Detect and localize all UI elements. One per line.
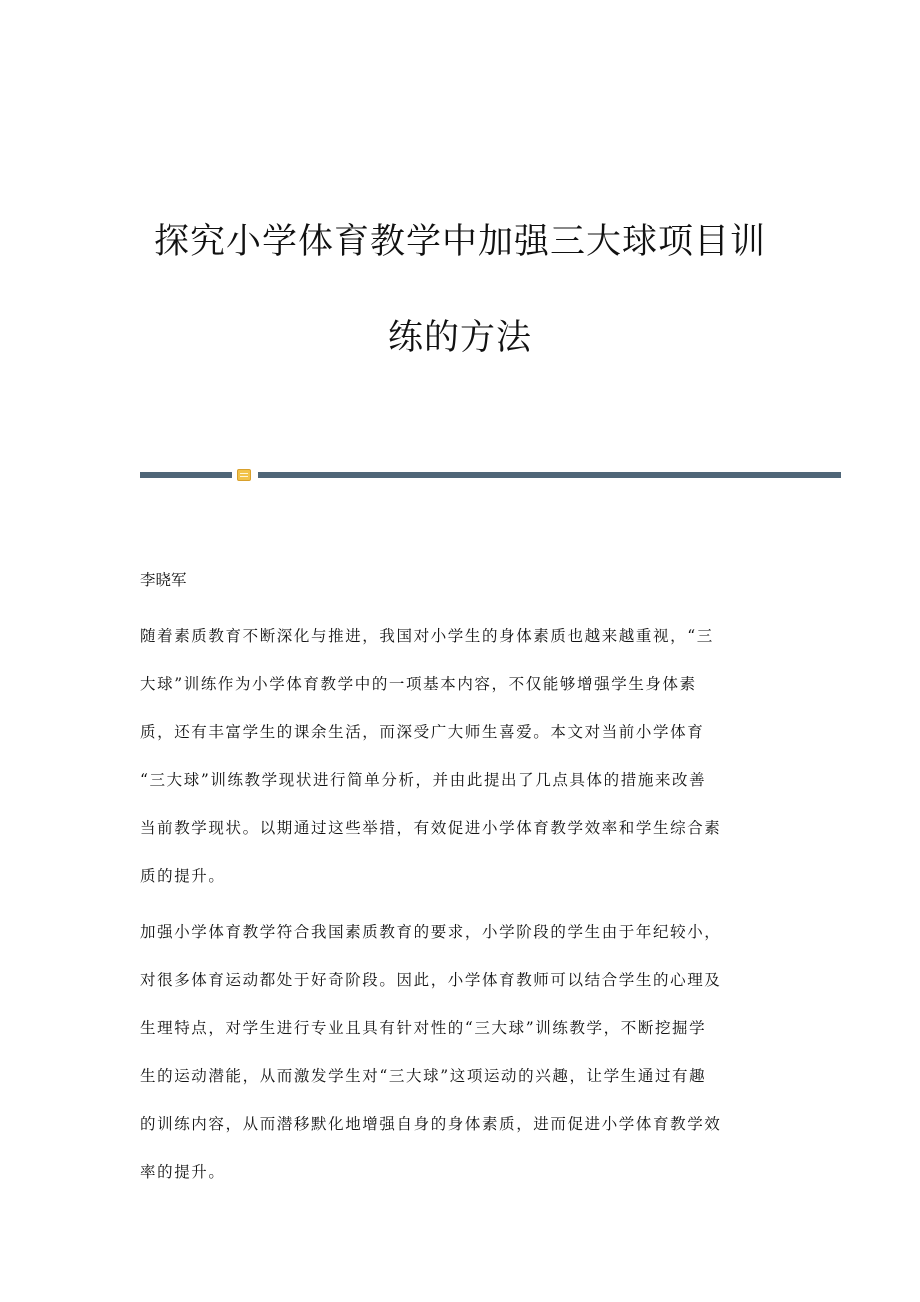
paragraph-line: 生的运动潜能，从而激发学生对“三大球”这项运动的兴趣，让学生通过有趣 <box>140 1067 707 1085</box>
paragraph-line: 大球”训练作为小学体育教学中的一项基本内容，不仅能够增强学生身体素 <box>140 675 697 693</box>
title-divider <box>140 469 841 481</box>
divider-bar-left <box>140 472 232 478</box>
document-title-line-2: 练的方法 <box>387 318 532 358</box>
paragraph-line: 生理特点，对学生进行专业且具有针对性的“三大球”训练教学，不断挖掘学 <box>140 1019 707 1037</box>
divider-ornament-icon <box>237 469 251 481</box>
paragraph-line: “三大球”训练教学现状进行简单分析，并由此提出了几点具体的措施来改善 <box>140 771 707 789</box>
paragraph-line: 的训练内容，从而潜移默化地增强自身的身体素质，进而促进小学体育教学效 <box>140 1115 722 1133</box>
author-name: 李晓军 <box>140 571 187 589</box>
paragraph-line: 随着素质教育不断深化与推进，我国对小学生的身体素质也越来越重视，“三 <box>140 627 714 645</box>
paragraph-line: 质，还有丰富学生的课余生活，而深受广大师生喜爱。本文对当前小学体育 <box>140 723 705 741</box>
paragraph-line: 当前教学现状。以期通过这些举措，有效促进小学体育教学效率和学生综合素 <box>140 819 722 837</box>
paragraph-abstract <box>140 626 721 914</box>
paragraph-body <box>140 922 721 1210</box>
document-title-line-1: 探究小学体育教学中加强三大球项目训 <box>153 222 766 262</box>
paragraph-line: 加强小学体育教学符合我国素质教育的要求，小学阶段的学生由于年纪较小， <box>140 923 722 941</box>
paragraph-line: 质的提升。 <box>140 867 226 885</box>
paragraph-line: 对很多体育运动都处于好奇阶段。因此，小学体育教师可以结合学生的心理及 <box>140 971 722 989</box>
paragraph-line: 率的提升。 <box>140 1163 226 1181</box>
divider-bar-right <box>258 472 841 478</box>
